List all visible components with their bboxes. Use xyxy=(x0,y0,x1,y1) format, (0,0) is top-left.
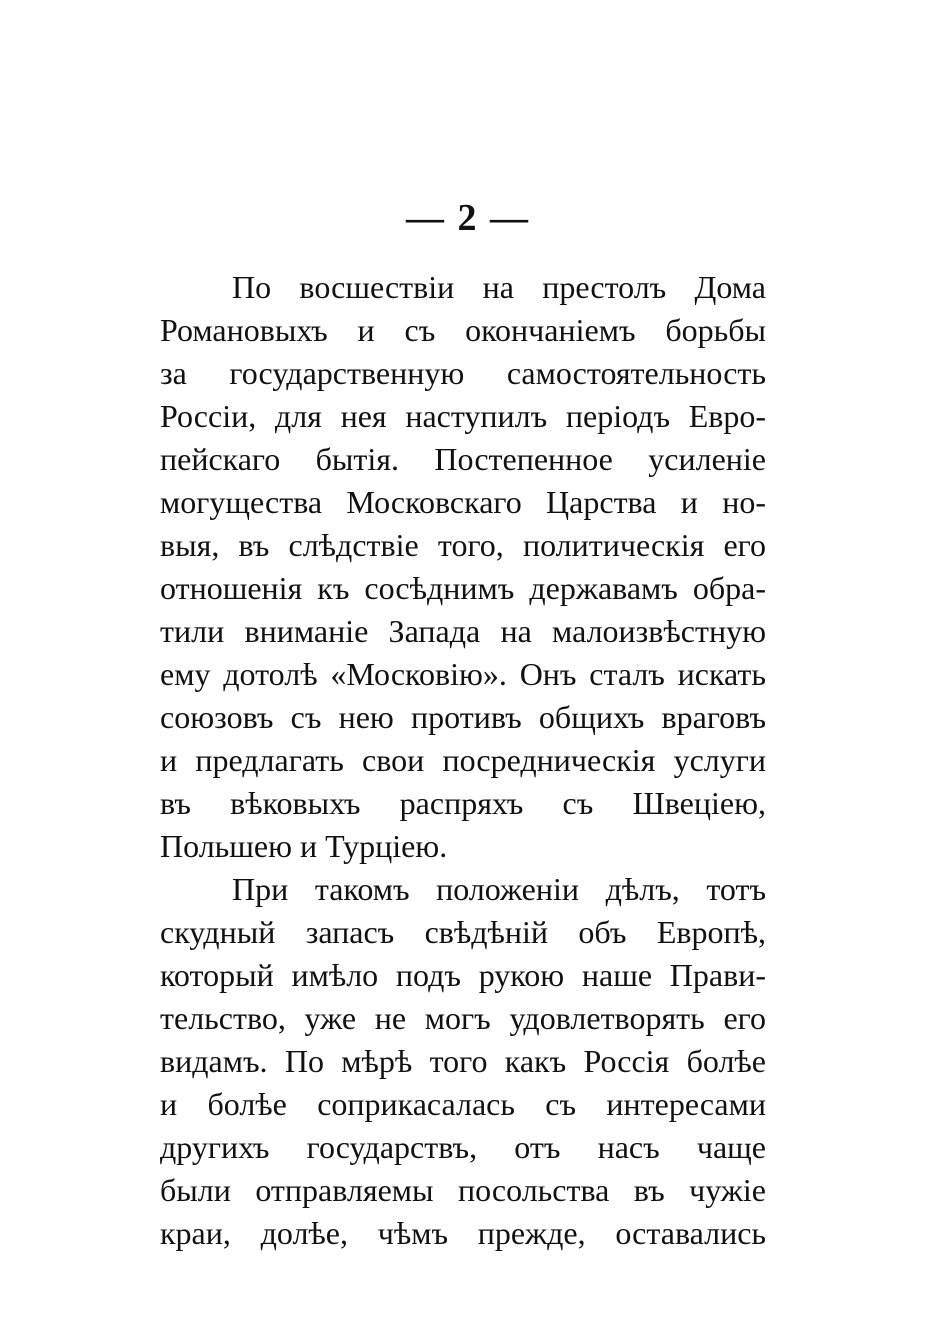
text-line: ему дотолѣ «Московію». Онъ сталъ искать xyxy=(160,656,766,692)
text-line: другихъ государствъ, отъ насъ чаще xyxy=(160,1129,766,1165)
text-line: При такомъ положеніи дѣлъ, тотъ xyxy=(232,871,766,907)
paragraph-2 xyxy=(160,868,766,1255)
text-line: въ вѣковыхъ распряхъ съ Швеціею, xyxy=(160,785,766,821)
text-line: тили вниманіе Запада на малоизвѣстную xyxy=(160,613,766,649)
text-line: который имѣло подъ рукою наше Прави- xyxy=(160,957,766,993)
body-text xyxy=(160,266,766,1255)
text-line: пейскаго бытія. Постепенное усиленіе xyxy=(160,441,766,477)
text-line: краи, долѣе, чѣмъ прежде, оставались xyxy=(160,1215,766,1251)
text-line: видамъ. По мѣрѣ того какъ Россія болѣе xyxy=(160,1043,766,1079)
text-line: По восшествіи на престолъ Дома xyxy=(232,269,766,305)
text-line: выя, въ слѣдствіе того, политическія его xyxy=(160,527,766,563)
text-line: за государственную самостоятельность xyxy=(160,355,766,391)
text-line: и болѣе соприкасалась съ интересами xyxy=(160,1086,766,1122)
text-line: отношенія къ сосѣднимъ державамъ обра- xyxy=(160,570,766,606)
text-line: Россіи, для нея наступилъ періодъ Евро- xyxy=(160,398,766,434)
text-line: скудный запасъ свѣдѣній объ Европѣ, xyxy=(160,914,766,950)
text-line: Романовыхъ и съ окончаніемъ борьбы xyxy=(160,312,766,348)
text-line: были отправляемы посольства въ чужіе xyxy=(160,1172,766,1208)
text-line: Польшею и Турціею. xyxy=(160,828,448,864)
text-line: могущества Московскаго Царства и но- xyxy=(160,484,766,520)
page-number: — 2 — xyxy=(406,197,530,239)
text-line: и предлагать свои посредническія услуги xyxy=(160,742,766,778)
paragraph-1 xyxy=(160,266,766,868)
text-line: тельство, уже не могъ удовлетворять его xyxy=(160,1000,766,1036)
text-line: союзовъ съ нею противъ общихъ враговъ xyxy=(160,699,766,735)
